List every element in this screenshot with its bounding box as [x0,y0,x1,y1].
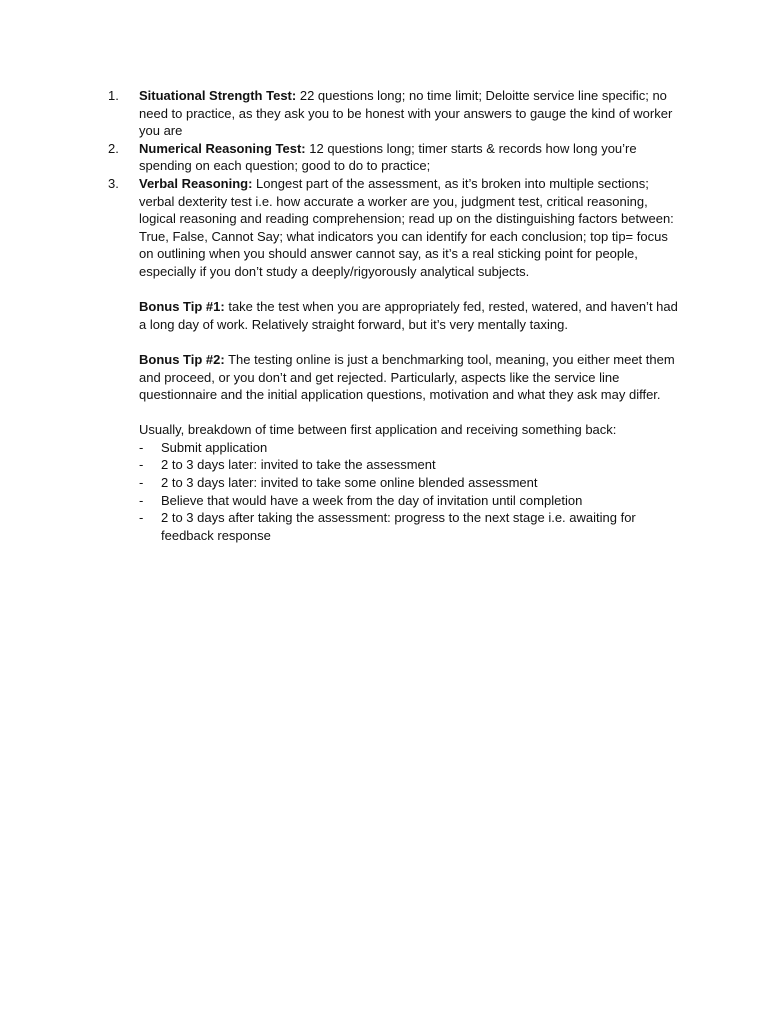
bonus-tip-text: The testing online is just a benchmarking tool, meaning, you either meet them and proceed, or you don’t and get rejected. Particularly, aspects like the service line questionnaire and the initial application questions, motivation and what they ask may differ. [139,351,675,403]
test-list [108,87,678,281]
list-item [108,509,678,544]
list-item-verbal-reasoning [108,175,678,281]
bonus-tip-2 [108,351,678,404]
list-item-text: 22 questions long; no time limit; Deloitte service line specific; no need to practice, as they ask you to be honest with your answers to gauge the kind of worker you are [139,88,673,139]
dash-bullet: - [139,475,144,491]
timeline-intro: Usually, breakdown of time between first application and receiving something back: [139,422,617,438]
bonus-tip-1 [108,298,678,333]
list-item [108,492,678,510]
list-item-text: Longest part of the assessment, as it’s broken into multiple sections; verbal dexterity test i.e. how accurate a worker are you, judgment test, critical reasoning, logical reasoning and reading comprehension; read up on the distinguishing factors between: True, False, Cannot Say; what indicators you can identify for each conclusion; top tip= focus on outlining when you should answer cannot say, as it’s a real sticking point for people, especially if you don’t study a deeply/rigyorously analytical subjects. [139,175,674,279]
list-item [108,439,678,457]
spacer [108,404,678,422]
list-item-label: Situational Strength Test: [139,88,297,103]
dash-bullet: - [139,510,144,526]
bonus-tip-label: Bonus Tip #2: [139,351,225,367]
dash-bullet: - [139,492,144,508]
list-item-label: Verbal Reasoning: [139,175,253,191]
document-body [108,87,678,544]
list-item [108,456,678,474]
list-item-situational-strength [108,87,678,140]
dash-bullet: - [139,457,144,473]
list-item [108,474,678,492]
timeline-item-text: 2 to 3 days after taking the assessment: progress to the next stage i.e. awaiting for feedback response [161,510,636,543]
list-item-label: Numerical Reasoning Test: [139,140,306,156]
spacer [108,333,678,351]
list-number: 2. [108,140,119,156]
list-number: 1. [108,88,119,103]
timeline-item-text: Believe that would have a week from the day of invitation until completion [161,492,583,508]
dash-bullet: - [139,439,144,455]
bonus-tip-label: Bonus Tip #1: [139,299,225,315]
list-item-text: 12 questions long; timer starts & records how long you’re spending on each question; good to do to practice; [139,140,637,174]
list-number: 3. [108,175,119,191]
timeline-item-text: Submit application [161,439,268,455]
timeline-item-text: 2 to 3 days later: invited to take some online blended assessment [161,475,538,491]
timeline-item-text: 2 to 3 days later: invited to take the assessment [161,457,436,473]
spacer [108,281,678,299]
list-item-numerical-reasoning [108,140,678,175]
timeline-list [108,439,678,545]
bonus-tip-text: take the test when you are appropriately fed, rested, watered, and haven’t had a long day of work. Relatively straight forward, but it’s very mentally taxing. [139,299,678,332]
